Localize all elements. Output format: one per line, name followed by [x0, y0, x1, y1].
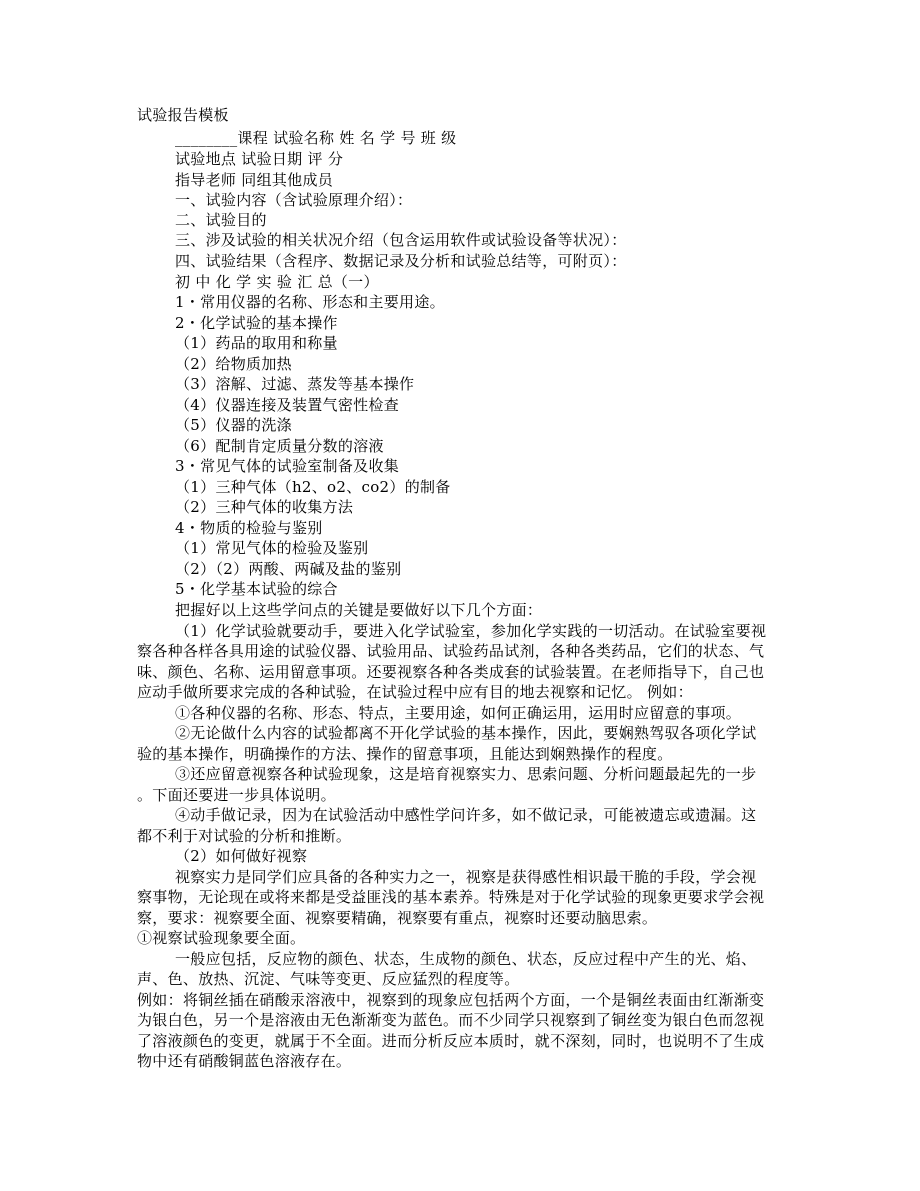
paragraph-1-line-1: （1）化学试验就要动手，要进入化学试验室，参加化学实践的一切活动。在试验室要视 — [175, 622, 767, 640]
paragraph-1-line-2: 察各种各样各具用途的试验仪器、试验用品、试验药品试剂，各种各类药品，它们的状态、气 — [137, 642, 765, 660]
list-item-2-3: （3）溶解、过滤、蒸发等基本操作 — [175, 375, 415, 393]
observation-item-1: ①视察试验现象要全面。 — [137, 929, 306, 947]
example-line-2: 为银白色，另一个是溶液由无色渐渐变为蓝色。而不少同学只视察到了铜丝变为银白色而忽视 — [137, 1011, 765, 1029]
paragraph-1-line-4: 应动手做所要求完成的各种试验，在试验过程中应有目的地去视察和记忆。 例如： — [137, 683, 693, 701]
list-item-2-4: （4）仪器连接及装置气密性检查 — [175, 396, 400, 414]
summary-title: 初 中 化 学 实 验 汇 总（一） — [175, 273, 379, 291]
list-item-1: 1・常用仪器的名称、形态和主要用途。 — [175, 293, 445, 311]
circled-item-3-line-2: 。下面还要进一步具体说明。 — [137, 786, 336, 804]
paragraph-2-line-2: 察事物，无论现在或将来都是受益匪浅的基本素养。特殊是对于化学试验的现象更要求学会视 — [137, 888, 765, 906]
document-title: 试验报告模板 — [137, 106, 229, 124]
list-item-2-1: （1）药品的取用和称量 — [175, 334, 338, 352]
paragraph-1-line-3: 味、颜色、名称、运用留意事项。还要视察各种各类成套的试验装置。在老师指导下，自己也 — [137, 663, 765, 681]
circled-item-1: ①各种仪器的名称、形态、特点，主要用途，如何正确运用，运用时应留意的事项。 — [175, 704, 742, 722]
header-line-location: 试验地点 试验日期 评 分 — [175, 150, 344, 168]
paragraph-intro: 把握好以上这些学问点的关键是要做好以下几个方面： — [175, 601, 543, 619]
list-item-3-1: （1）三种气体（h2、o2、co2）的制备 — [175, 478, 451, 496]
list-item-5: 5・化学基本试验的综合 — [175, 580, 338, 598]
list-item-2-2: （2）给物质加热 — [175, 355, 292, 373]
example-line-1: 例如：将铜丝插在硝酸汞溶液中，视察到的现象应包括两个方面，一个是铜丝表面由红渐渐变 — [137, 991, 765, 1009]
circled-item-2-line-2: 验的基本操作，明确操作的方法、操作的留意事项，且能达到娴熟操作的程度。 — [137, 745, 673, 763]
list-item-2-6: （6）配制肯定质量分数的溶液 — [175, 437, 384, 455]
example-line-4: 物中还有硝酸铜蓝色溶液存在。 — [137, 1052, 352, 1070]
circled-item-3-line-1: ③还应留意视察各种试验现象，这是培育视察实力、思索问题、分析问题最起先的一步 — [175, 765, 757, 783]
list-item-3-2: （2）三种气体的收集方法 — [175, 498, 354, 516]
list-item-2: 2・化学试验的基本操作 — [175, 314, 338, 332]
list-item-2-5: （5）仪器的洗涤 — [175, 416, 292, 434]
circled-item-2-line-1: ②无论做什么内容的试验都离不开化学试验的基本操作，因此，要娴熟驾驭各项化学试 — [175, 724, 757, 742]
example-line-3: 了溶液颜色的变更，就属于不全面。进而分析反应本质时，就不深刻，同时，也说明不了生成 — [137, 1032, 765, 1050]
circled-item-4-line-2: 都不利于对试验的分析和推断。 — [137, 827, 352, 845]
paragraph-2-line-1: 视察实力是同学们应具备的各种实力之一，视察是获得感性相识最干脆的手段，学会视 — [175, 868, 757, 886]
observation-paragraph-line-2: 声、色、放热、沉淀、气味等变更、反应猛烈的程度等。 — [137, 970, 520, 988]
section-content: 一、试验内容（含试验原理介绍）： — [175, 191, 413, 209]
observation-paragraph-line-1: 一般应包括，反应物的颜色、状态，生成物的颜色、状态，反应过程中产生的光、焰、 — [175, 950, 757, 968]
section-results: 四、试验结果（含程序、数据记录及分析和试验总结等，可附页）： — [175, 252, 627, 270]
section-purpose: 二、试验目的 — [175, 211, 267, 229]
circled-item-4-line-1: ④动手做记录，因为在试验活动中感性学问许多，如不做记录，可能被遗忘或遗漏。这 — [175, 806, 757, 824]
header-line-teacher: 指导老师 同组其他成员 — [175, 171, 334, 189]
list-item-4: 4・物质的检验与鉴别 — [175, 519, 323, 537]
section-related: 三、涉及试验的相关状况介绍（包含运用软件或试验设备等状况）： — [175, 231, 627, 249]
header-line-course: ________课程 试验名称 姓 名 学 号 班 级 — [175, 129, 457, 147]
list-item-4-1: （1）常见气体的检验及鉴别 — [175, 539, 369, 557]
paragraph-2-line-3: 察，要求：视察要全面、视察要精确，视察要有重点，视察时还要动脑思索。 — [137, 909, 658, 927]
list-item-4-2: （2）（2）两酸、两碱及盐的鉴别 — [175, 560, 402, 578]
paragraph-2-title: （2）如何做好视察 — [175, 847, 308, 865]
list-item-3: 3・常见气体的试验室制备及收集 — [175, 457, 400, 475]
